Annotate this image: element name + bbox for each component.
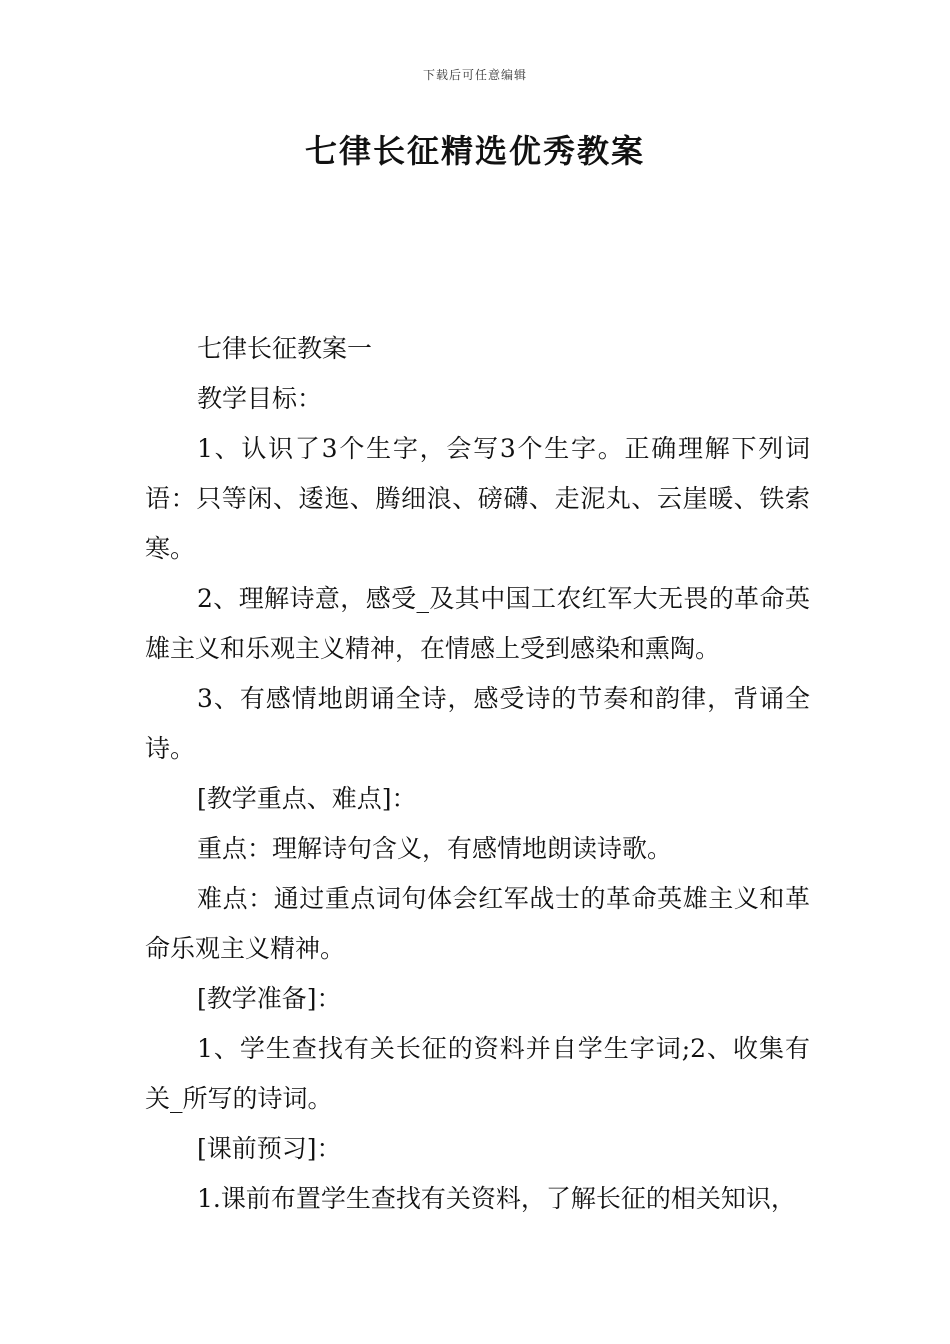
paragraph-preparation-label: [教学准备]：: [197, 984, 342, 1013]
paragraph-teaching-goals-label: 教学目标：: [197, 384, 323, 413]
document-title: 七律长征精选优秀教案: [304, 132, 645, 170]
paragraph-goal-2: 2、理解诗意，感受_及其中国工农红军大无畏的革命英雄主义和乐观主义精神，在情感上受到感染和熏陶。: [145, 584, 810, 663]
paragraph-preview-1: 1.课前布置学生查找有关资料，了解长征的相关知识，: [197, 1184, 796, 1213]
paragraph-preparation-1: 1、学生查找有关长征的资料并自学生字词;2、收集有关_所写的诗词。: [145, 1034, 810, 1113]
paragraph-key-points-label: [教学重点、难点]：: [197, 784, 417, 813]
paragraph-key-point: 重点：理解诗句含义，有感情地朗读诗歌。: [197, 834, 673, 863]
paragraph-goal-1: 1、认识了3个生字，会写3个生字。正确理解下列词语：只等闲、逶迤、腾细浪、磅礴、走泥丸、云崖暖、铁索寒。: [145, 434, 810, 563]
section-heading: 七律长征教案一: [197, 334, 373, 363]
paragraph-preview-label: [课前预习]：: [197, 1134, 342, 1163]
header-note: 下载后可任意编辑: [422, 68, 527, 82]
document-body: [145, 324, 810, 1224]
paragraph-difficult-point: 难点：通过重点词句体会红军战士的革命英雄主义和革命乐观主义精神。: [145, 884, 810, 963]
paragraph-goal-3: 3、有感情地朗诵全诗，感受诗的节奏和韵律，背诵全诗。: [145, 684, 810, 763]
